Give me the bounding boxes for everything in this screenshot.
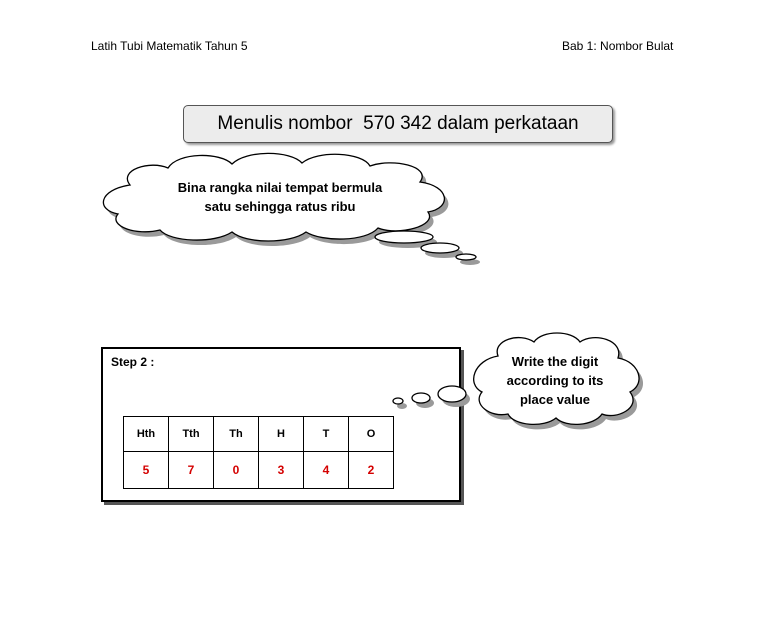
header-right: Bab 1: Nombor Bulat bbox=[562, 39, 674, 53]
digit-tth: 7 bbox=[169, 452, 214, 489]
page-title: Menulis nombor 570 342 dalam perkataan bbox=[217, 113, 579, 134]
header-th: Th bbox=[214, 417, 259, 452]
cloud-right-text bbox=[490, 352, 620, 409]
header-hth: Hth bbox=[124, 417, 169, 452]
header-o: O bbox=[349, 417, 394, 452]
digit-t: 4 bbox=[304, 452, 349, 489]
header-t: T bbox=[304, 417, 349, 452]
digit-h: 3 bbox=[259, 452, 304, 489]
cloud-right-line1: Write the digit bbox=[511, 354, 599, 369]
cloud-top-line1: Bina rangka nilai tempat bermula bbox=[177, 180, 383, 195]
header-left: Latih Tubi Matematik Tahun 5 bbox=[91, 39, 248, 53]
header-tth: Tth bbox=[169, 417, 214, 452]
cloud-right-line2: according to its bbox=[506, 373, 604, 388]
header-h: H bbox=[259, 417, 304, 452]
digit-o: 2 bbox=[349, 452, 394, 489]
digit-hth: 5 bbox=[124, 452, 169, 489]
step-label: Step 2 : bbox=[111, 355, 155, 369]
cloud-top-line2: satu sehingga ratus ribu bbox=[204, 199, 356, 214]
digit-th: 0 bbox=[214, 452, 259, 489]
cloud-right-line3: place value bbox=[519, 392, 591, 407]
